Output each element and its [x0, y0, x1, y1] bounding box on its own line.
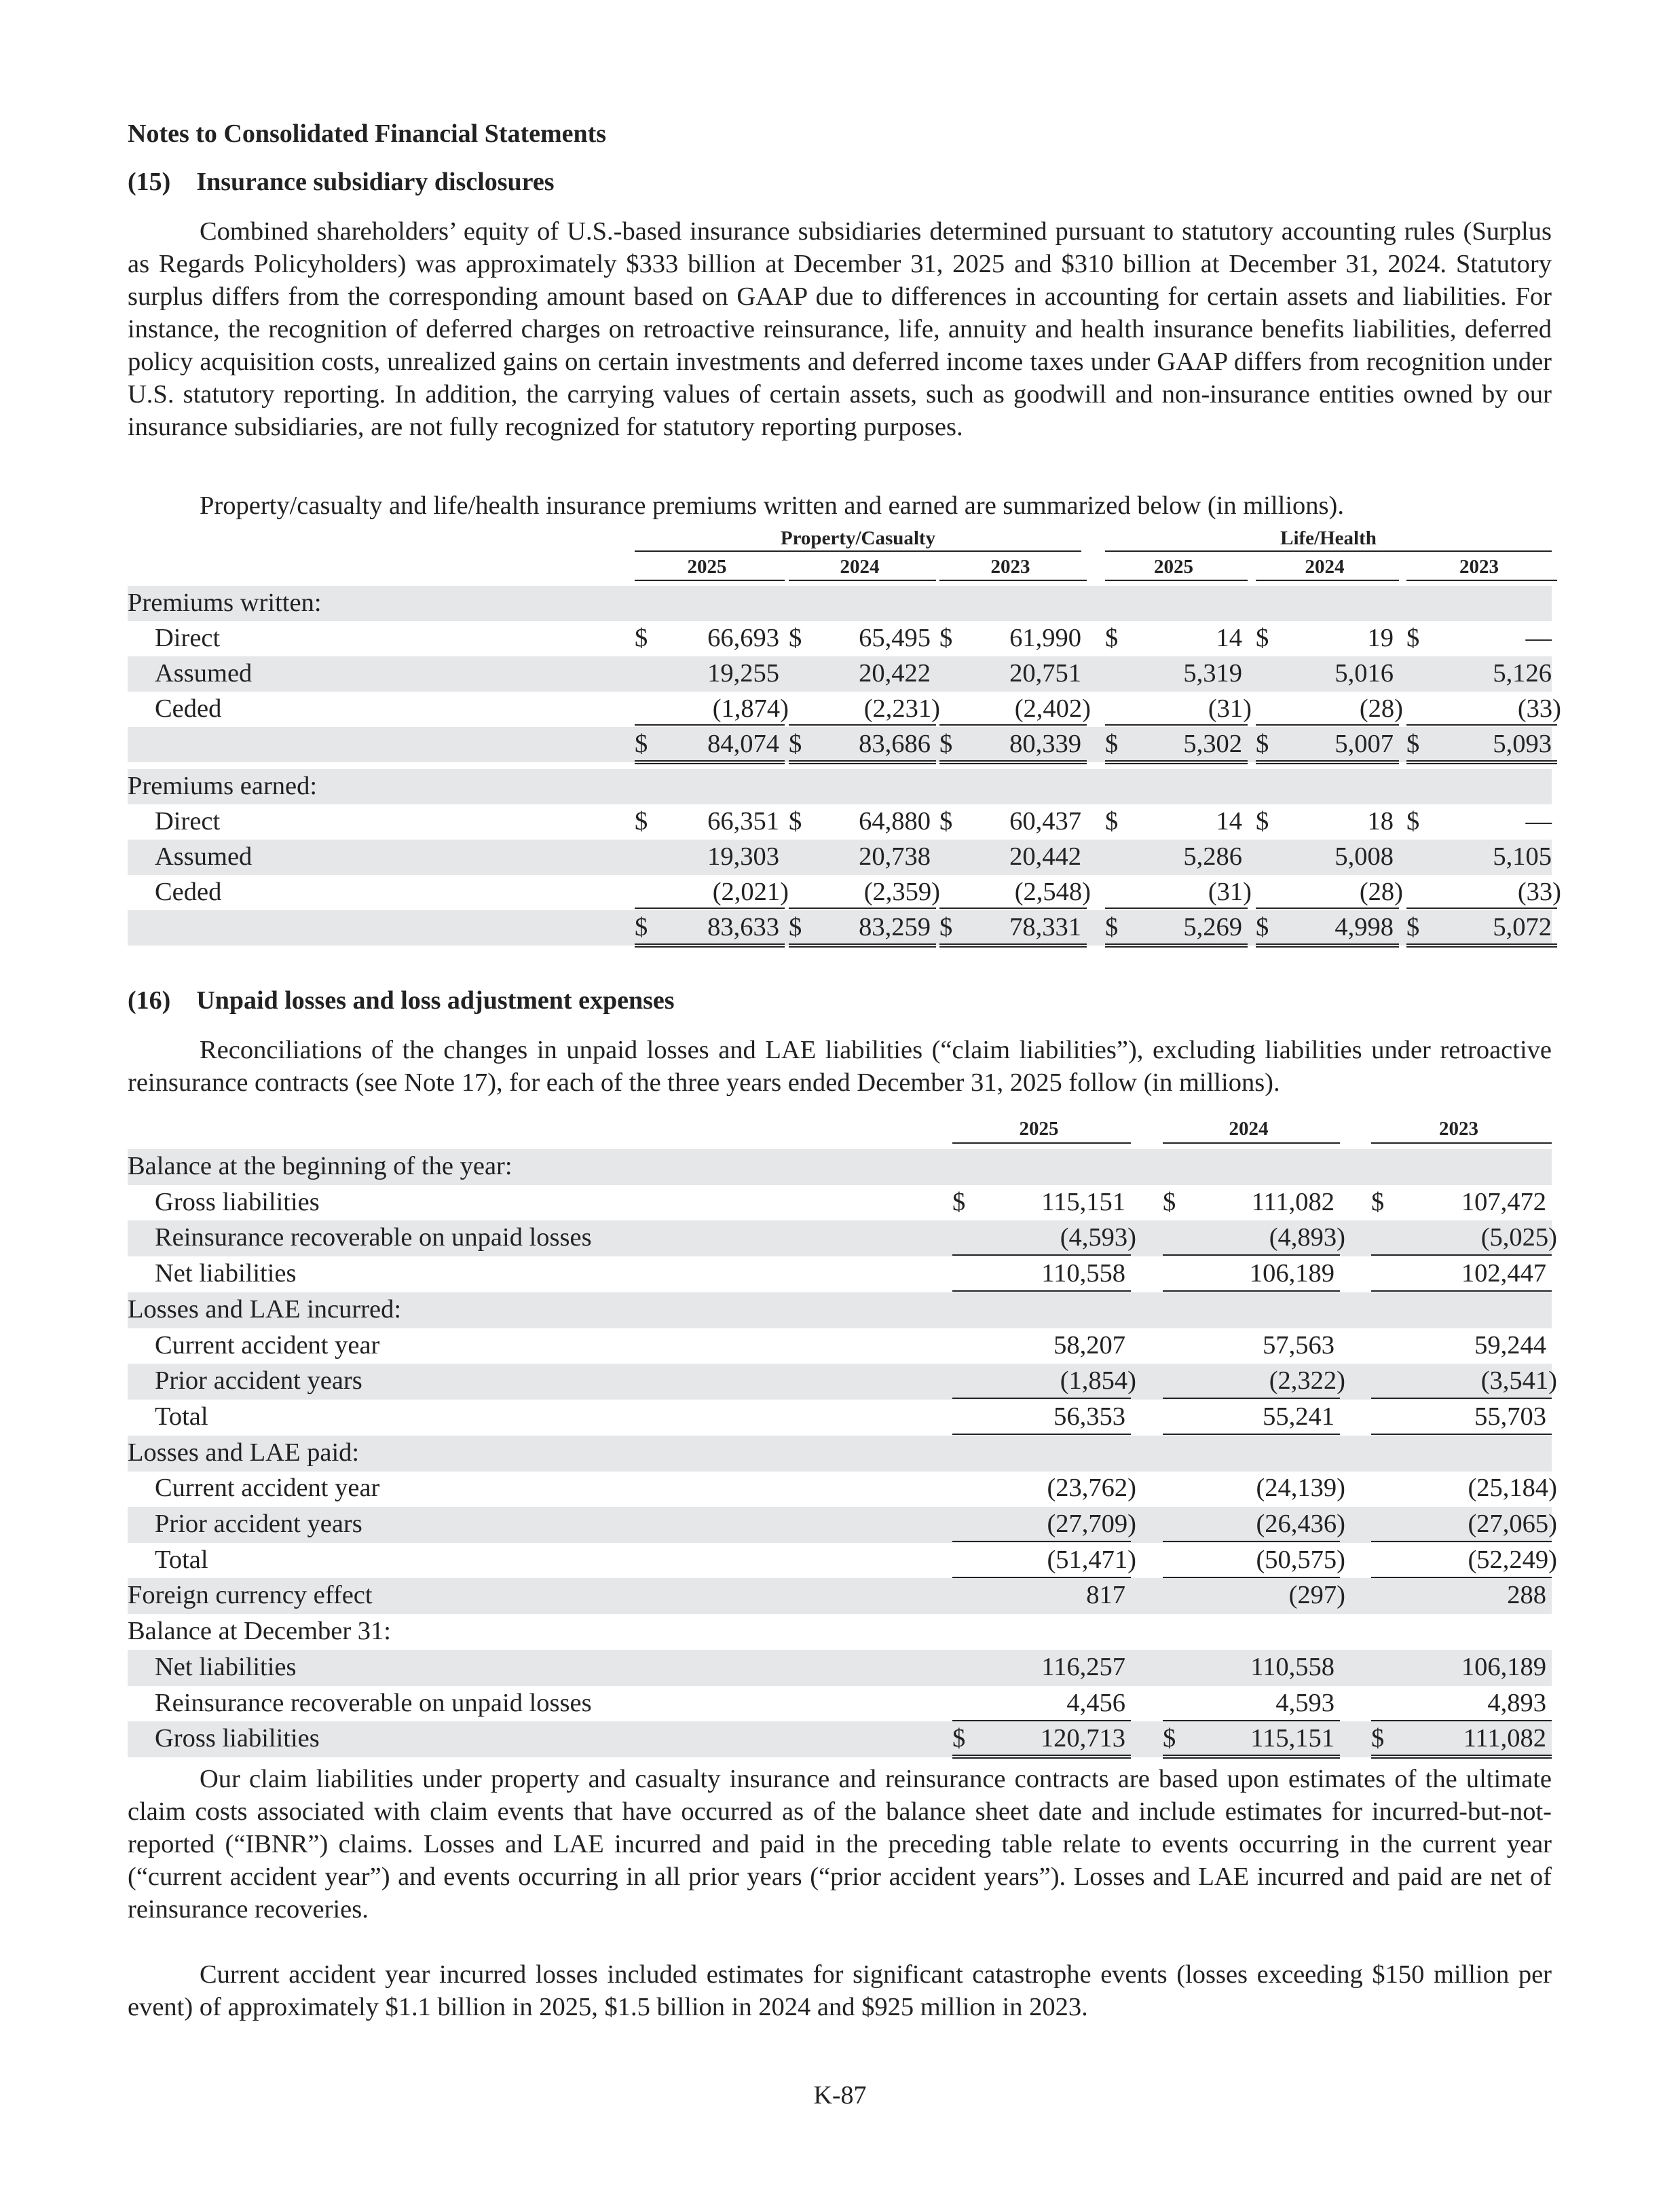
note-15-premiums-intro: Property/casualty and life/health insurance premiums written and earned are summarized below (in millions).: [200, 491, 1344, 520]
row-label: Reinsurance recoverable on unpaid losses: [155, 1223, 592, 1252]
total-rule: [952, 1290, 1131, 1292]
row-label: Foreign currency effect: [128, 1581, 373, 1609]
subtotal-rule: [1406, 908, 1557, 909]
column-header-year: 2023: [1439, 1118, 1478, 1140]
total-rule: [952, 1434, 1131, 1435]
total-double-rule: [1256, 760, 1399, 764]
table-cell: (1,874): [712, 694, 789, 723]
row-label: Net liabilities: [155, 1259, 297, 1288]
total-cell: 78,331: [1009, 913, 1081, 941]
section-label: Premiums written:: [128, 588, 322, 617]
row-label: Total: [155, 1546, 208, 1574]
table-cell: (26,436): [1256, 1510, 1345, 1538]
currency-symbol: $: [1105, 730, 1119, 758]
table-cell: (24,139): [1256, 1474, 1345, 1502]
total-double-rule: [952, 1755, 1131, 1759]
table-cell: 5,319: [1183, 659, 1242, 688]
currency-symbol: $: [635, 913, 648, 941]
table-cell: (33): [1517, 694, 1561, 723]
total-rule: [1371, 1290, 1552, 1292]
total-cell: 84,074: [707, 730, 779, 758]
table-cell: 111,082: [1251, 1188, 1334, 1216]
currency-symbol: $: [789, 913, 802, 941]
subtotal-rule: [1371, 1541, 1552, 1542]
table-cell: (33): [1517, 878, 1561, 906]
row-shade: [128, 1721, 1552, 1757]
total-cell: 83,259: [859, 913, 931, 941]
table-cell: 64,880: [859, 807, 931, 836]
table-cell: (4,893): [1269, 1223, 1345, 1252]
currency-symbol: $: [939, 730, 953, 758]
table-cell: 66,351: [707, 807, 779, 836]
table-cell: (51,471): [1047, 1546, 1136, 1574]
table-cell: 115,151: [1041, 1188, 1125, 1216]
total-cell: 5,007: [1334, 730, 1394, 758]
total-cell: 5,093: [1493, 730, 1552, 758]
table-cell: (25,184): [1468, 1474, 1557, 1502]
total-cell: 5,269: [1183, 913, 1242, 941]
note-15-paragraph: Combined shareholders’ equity of U.S.-based insurance subsidiaries determined pursuant to statutory accounting rules (Surplus as Regards Policyholders) was approximately $333 billion at December 31, 2025 and $310 billion at December 31, 2024. Statutory surplus differs from the corresponding amount based on GAAP due to differences in accounting for certain assets and liabilities. For instance, the recognition of deferred charges on retroactive reinsurance, life, annuity and health insurance benefits liabilities, deferred policy acquisition costs, unrealized gains on certain investments and deferred income taxes under GAAP differs from recognition under U.S. statutory reporting. In addition, the carrying values of certain assets, such as goodwill and non-insurance entities owned by our insurance subsidiaries, are not fully recognized for statutory reporting purposes.: [128, 217, 1552, 441]
subtotal-rule: [635, 908, 785, 909]
table-cell: 18: [1367, 807, 1394, 836]
group-underline: [1105, 550, 1552, 552]
column-header-year: 2023: [990, 556, 1030, 578]
total-cell: 80,339: [1009, 730, 1081, 758]
row-label: Ceded: [155, 878, 222, 906]
table-cell: 14: [1216, 624, 1242, 652]
page-number: K-87: [813, 2081, 867, 2110]
subtotal-rule: [1105, 908, 1248, 909]
table-cell: 20,442: [1009, 842, 1081, 871]
column-header-year: 2023: [1459, 556, 1499, 578]
row-label: Assumed: [155, 842, 253, 871]
row-label: Losses and LAE incurred:: [128, 1295, 402, 1324]
column-header-underline: [1406, 580, 1557, 581]
table-cell: 14: [1216, 807, 1242, 836]
currency-symbol: $: [789, 624, 802, 652]
total-rule: [1163, 1434, 1340, 1435]
total-double-rule: [635, 760, 785, 764]
table-cell: 5,105: [1493, 842, 1552, 871]
total-cell: 5,302: [1183, 730, 1242, 758]
currency-symbol: $: [1406, 807, 1420, 836]
total-double-rule: [1406, 760, 1557, 764]
column-group-property-casualty: Property/Casualty: [780, 527, 936, 549]
subtotal-rule: [1163, 1541, 1340, 1542]
table-cell: 5,286: [1183, 842, 1242, 871]
note-15-heading: (15) Insurance subsidiary disclosures: [128, 168, 555, 196]
table-cell: (50,575): [1256, 1546, 1345, 1574]
currency-symbol: $: [1163, 1188, 1176, 1216]
subtotal-rule: [952, 1541, 1131, 1542]
total-rule: [1371, 1434, 1552, 1435]
row-label: Prior accident years: [155, 1510, 362, 1538]
table-cell: 288: [1507, 1581, 1546, 1609]
subtotal-rule: [939, 908, 1087, 909]
table-cell: 66,693: [707, 624, 779, 652]
total-double-rule: [1163, 1755, 1340, 1759]
row-label: Direct: [155, 807, 221, 836]
group-underline: [635, 550, 1081, 552]
table-cell: 4,893: [1487, 1689, 1546, 1717]
currency-symbol: $: [635, 624, 648, 652]
currency-symbol: $: [952, 1188, 966, 1216]
table-cell: 4,456: [1066, 1689, 1125, 1717]
table-cell: 817: [1086, 1581, 1125, 1609]
subtotal-rule: [939, 724, 1087, 726]
currency-symbol: $: [952, 1724, 966, 1753]
subtotal-rule: [635, 724, 785, 726]
column-header-year: 2025: [1019, 1118, 1059, 1140]
currency-symbol: $: [1105, 807, 1119, 836]
total-cell: 4,998: [1334, 913, 1394, 941]
subtotal-rule: [1163, 1398, 1340, 1399]
table-cell: 4,593: [1275, 1689, 1334, 1717]
table-cell: 55,241: [1263, 1402, 1334, 1431]
page-title: Notes to Consolidated Financial Statements: [128, 119, 607, 148]
column-header-year: 2024: [1229, 1118, 1269, 1140]
table-cell: (4,593): [1060, 1223, 1136, 1252]
table-cell: (52,249): [1468, 1546, 1557, 1574]
currency-symbol: $: [635, 807, 648, 836]
table-cell: 110,558: [1250, 1653, 1334, 1681]
table-cell: 58,207: [1053, 1331, 1125, 1360]
currency-symbol: $: [1406, 730, 1420, 758]
table-cell: 56,353: [1053, 1402, 1125, 1431]
subtotal-rule: [1406, 724, 1557, 726]
table-cell: 120,713: [1040, 1724, 1125, 1753]
table-cell: (2,359): [863, 878, 940, 906]
currency-symbol: $: [1105, 913, 1119, 941]
note-16-intro: Reconciliations of the changes in unpaid losses and LAE liabilities (“claim liabilities”), excluding liabilities under retroactive reinsurance contracts (see Note 17), for each of the three years ended December 31, 2025 follow (in millions).: [128, 1036, 1552, 1097]
row-label: Net liabilities: [155, 1653, 297, 1681]
column-header-year: 2024: [1305, 556, 1345, 578]
total-double-rule: [939, 760, 1087, 764]
currency-symbol: $: [635, 730, 648, 758]
table-cell: 59,244: [1474, 1331, 1546, 1360]
row-label: Current accident year: [155, 1474, 380, 1502]
table-cell: 116,257: [1041, 1653, 1125, 1681]
table-cell: (297): [1288, 1581, 1345, 1609]
column-header-year: 2024: [840, 556, 880, 578]
note-16-heading: (16) Unpaid losses and loss adjustment expenses: [128, 986, 675, 1015]
subtotal-rule: [1256, 724, 1399, 726]
table-cell: 5,126: [1493, 659, 1552, 688]
table-cell: (31): [1208, 694, 1252, 723]
subtotal-rule: [1105, 724, 1248, 726]
table-cell: (2,322): [1269, 1366, 1345, 1395]
table-cell: 106,189: [1461, 1653, 1546, 1681]
row-label: Current accident year: [155, 1331, 380, 1360]
table-cell: —: [1525, 624, 1552, 652]
table-cell: (28): [1359, 694, 1403, 723]
table-cell: 111,082: [1463, 1724, 1546, 1753]
table-cell: (1,854): [1060, 1366, 1136, 1395]
table-cell: 19,255: [707, 659, 779, 688]
currency-symbol: $: [939, 913, 953, 941]
currency-symbol: $: [789, 730, 802, 758]
table-cell: 102,447: [1461, 1259, 1546, 1288]
currency-symbol: $: [1256, 913, 1269, 941]
table-cell: (2,231): [863, 694, 940, 723]
table-cell: 107,472: [1461, 1188, 1546, 1216]
table-cell: 5,008: [1334, 842, 1394, 871]
column-header-underline: [952, 1142, 1131, 1144]
table-cell: 106,189: [1249, 1259, 1334, 1288]
table-cell: 5,016: [1334, 659, 1394, 688]
column-group-life-health: Life/Health: [1280, 527, 1377, 549]
column-header-underline: [1163, 1142, 1340, 1144]
row-label: Direct: [155, 624, 221, 652]
table-cell: (28): [1359, 878, 1403, 906]
table-cell: (2,021): [712, 878, 789, 906]
subtotal-rule: [1371, 1254, 1552, 1256]
column-header-underline: [789, 580, 936, 581]
total-double-rule: [939, 943, 1087, 948]
row-shade: [128, 1650, 1552, 1686]
table-cell: (3,541): [1480, 1366, 1557, 1395]
table-cell: 61,990: [1009, 624, 1081, 652]
total-double-rule: [789, 760, 936, 764]
currency-symbol: $: [789, 807, 802, 836]
total-double-rule: [1105, 943, 1248, 948]
row-label: Ceded: [155, 694, 222, 723]
total-rule: [1163, 1290, 1340, 1292]
total-double-rule: [789, 943, 936, 948]
currency-symbol: $: [1406, 624, 1420, 652]
currency-symbol: $: [1105, 624, 1119, 652]
column-header-year: 2025: [687, 556, 727, 578]
table-cell: (23,762): [1047, 1474, 1136, 1502]
table-cell: (2,402): [1014, 694, 1091, 723]
column-header-underline: [1256, 580, 1399, 581]
total-double-rule: [1105, 760, 1248, 764]
subtotal-rule: [952, 1254, 1131, 1256]
subtotal-rule: [952, 1398, 1131, 1399]
row-label: Balance at December 31:: [128, 1617, 392, 1645]
row-shade: [128, 769, 1552, 804]
subtotal-rule: [1256, 908, 1399, 909]
total-cell: 83,633: [707, 913, 779, 941]
note-16-catastrophe-paragraph: Current accident year incurred losses included estimates for significant catastrophe events (losses exceeding $150 million per event) of approximately $1.1 billion in 2025, $1.5 billion in 2024 and $925 million in 2023.: [128, 1960, 1552, 2021]
currency-symbol: $: [1256, 624, 1269, 652]
currency-symbol: $: [1256, 807, 1269, 836]
table-cell: (5,025): [1480, 1223, 1557, 1252]
table-cell: (2,548): [1014, 878, 1091, 906]
row-label: Assumed: [155, 659, 253, 688]
currency-symbol: $: [1371, 1188, 1385, 1216]
total-double-rule: [635, 943, 785, 948]
total-double-rule: [1256, 943, 1399, 948]
table-cell: 65,495: [859, 624, 931, 652]
table-cell: 115,151: [1250, 1724, 1334, 1753]
currency-symbol: $: [1371, 1724, 1385, 1753]
row-label: Losses and LAE paid:: [128, 1438, 360, 1467]
total-cell: 5,072: [1493, 913, 1552, 941]
section-label: Premiums earned:: [128, 772, 318, 800]
currency-symbol: $: [1256, 730, 1269, 758]
row-label: Prior accident years: [155, 1366, 362, 1395]
row-label: Reinsurance recoverable on unpaid losses: [155, 1689, 592, 1717]
table-cell: 20,751: [1009, 659, 1081, 688]
total-cell: 83,686: [859, 730, 931, 758]
total-double-rule: [1371, 1755, 1552, 1759]
row-label: Total: [155, 1402, 208, 1431]
currency-symbol: $: [1163, 1724, 1176, 1753]
subtotal-rule: [1371, 1398, 1552, 1399]
table-cell: 19: [1367, 624, 1394, 652]
row-shade: [128, 586, 1552, 621]
subtotal-rule: [1163, 1254, 1340, 1256]
table-cell: 19,303: [707, 842, 779, 871]
total-double-rule: [1406, 943, 1557, 948]
table-cell: 57,563: [1263, 1331, 1334, 1360]
table-cell: 110,558: [1041, 1259, 1125, 1288]
table-cell: —: [1525, 807, 1552, 836]
note-16-claims-paragraph: Our claim liabilities under property and casualty insurance and reinsurance contracts are based upon estimates of the ultimate claim costs associated with claim events that have occurred as of the balance sheet date and include estimates for incurred-but-not-reported (“IBNR”) claims. Losses and LAE incurred and paid in the preceding table relate to events occurring in the current year (“current accident year”) and events occurring in all prior years (“prior accident years”). Losses and LAE incurred and paid are net of reinsurance recoveries.: [128, 1765, 1552, 1924]
table-cell: (31): [1208, 878, 1252, 906]
currency-symbol: $: [1406, 913, 1420, 941]
table-cell: (27,065): [1468, 1510, 1557, 1538]
table-cell: 20,738: [859, 842, 931, 871]
row-label: Balance at the beginning of the year:: [128, 1152, 512, 1180]
column-header-year: 2025: [1154, 556, 1193, 578]
table-cell: 55,703: [1474, 1402, 1546, 1431]
subtotal-rule: [789, 724, 936, 726]
subtotal-rule: [789, 908, 936, 909]
column-header-underline: [635, 580, 785, 581]
column-header-underline: [1371, 1142, 1552, 1144]
table-cell: (27,709): [1047, 1510, 1136, 1538]
table-cell: 20,422: [859, 659, 931, 688]
row-label: Gross liabilities: [155, 1724, 320, 1753]
table-cell: 60,437: [1009, 807, 1081, 836]
column-header-underline: [1105, 580, 1248, 581]
row-label: Gross liabilities: [155, 1188, 320, 1216]
currency-symbol: $: [939, 624, 953, 652]
currency-symbol: $: [939, 807, 953, 836]
column-header-underline: [939, 580, 1087, 581]
